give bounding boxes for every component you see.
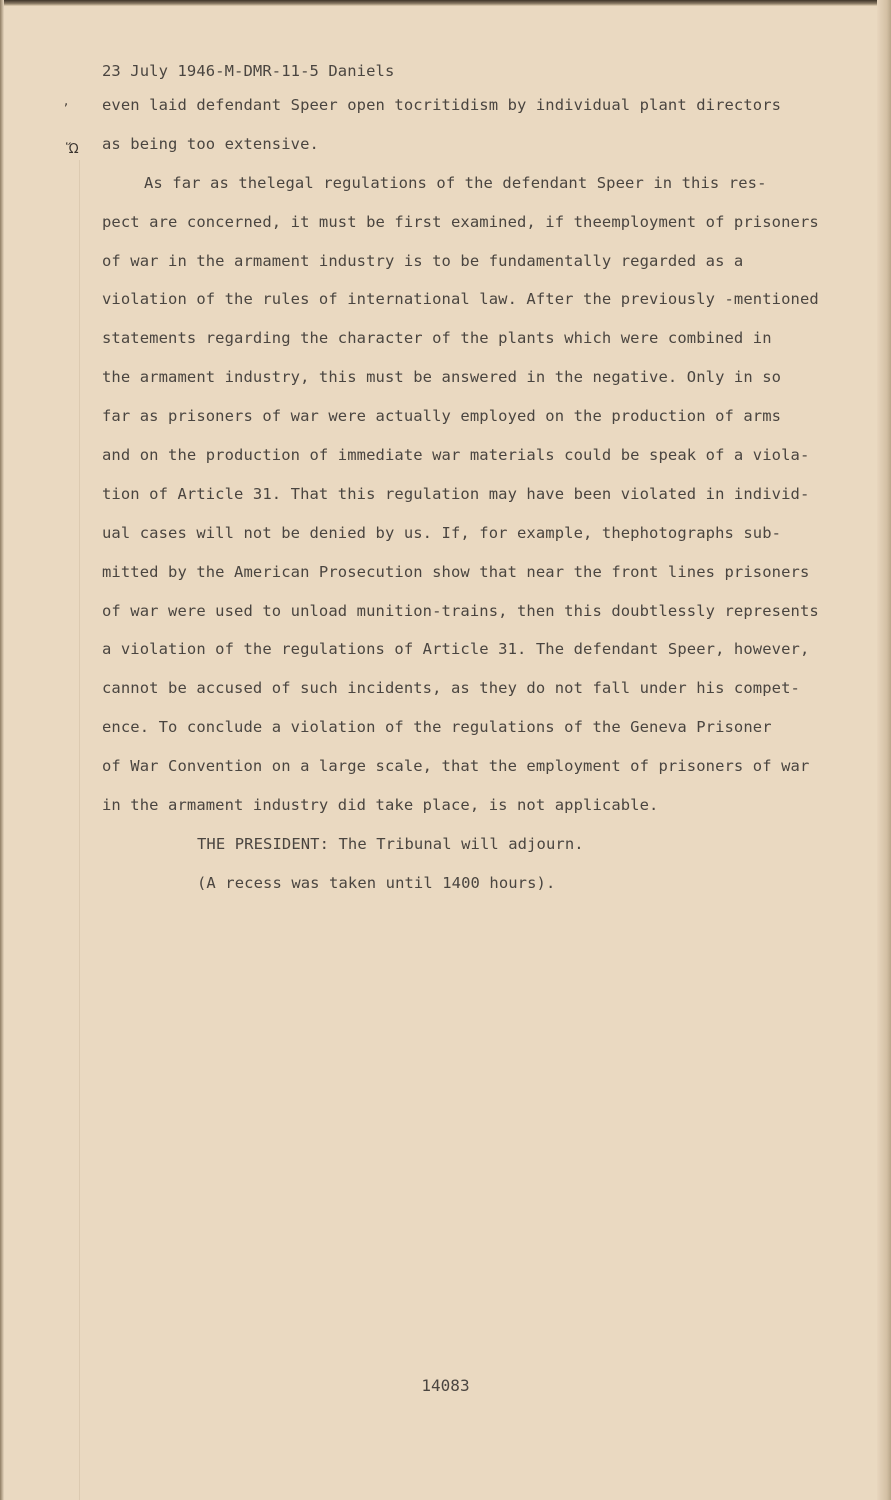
text-line: statements regarding the character of the plants which were combined in [102,329,772,348]
text-line: pect are concerned, it must be first examined, if theemployment of prisoners [102,212,819,231]
margin-mark-2: Ὥ [66,142,79,157]
page-number: 14083 [421,1376,470,1395]
text-line: the armament industry, this must be answered in the negative. Only in so [102,368,782,387]
speaker-line: THE PRESIDENT: The Tribunal will adjourn. [197,834,584,853]
text-line: a violation of the regulations of Article 31. The defendant Speer, however, [102,640,810,659]
text-line: far as prisoners of war were actually employed on the production of arms [102,407,782,426]
text-line: as being too extensive. [102,134,319,153]
text-line: ence. To conclude a violation of the regulations of the Geneva Prisoner [102,718,772,737]
transcript-body [102,56,842,903]
text-line: of war were used to unload munition-trains, then this doubtlessly represents [102,601,819,620]
text-line: tion of Article 31. That this regulation may have been violated in individ- [102,484,810,503]
text-line: violation of the rules of international law. After the previously -mentioned [102,290,819,309]
page-top-edge [0,0,891,6]
text-line: of war in the armament industry is to be fundamentally regarded as a [102,251,744,270]
text-line: ual cases will not be denied by us. If, for example, thephotographs sub- [102,523,782,542]
paper-fold-line [79,160,80,1500]
text-line: cannot be accused of such incidents, as they do not fall under his compet- [102,679,800,698]
text-line: in the armament industry did take place, is not applicable. [102,796,659,815]
document-header: 23 July 1946-M-DMR-11-5 Daniels [102,62,395,80]
page-left-edge [0,0,4,1500]
text-line: mitted by the American Prosecution show that near the front lines prisoners [102,562,810,581]
text-line: As far as thelegal regulations of the defendant Speer in this res- [144,173,767,192]
text-line: and on the production of immediate war materials could be speak of a viola- [102,446,810,465]
margin-mark-1: , [64,94,69,109]
page-right-edge [877,0,891,1500]
recess-note: (A recess was taken until 1400 hours). [197,873,556,892]
text-line: even laid defendant Speer open tocritidism by individual plant directors [102,96,782,114]
text-line: of War Convention on a large scale, that the employment of prisoners of war [102,757,810,776]
